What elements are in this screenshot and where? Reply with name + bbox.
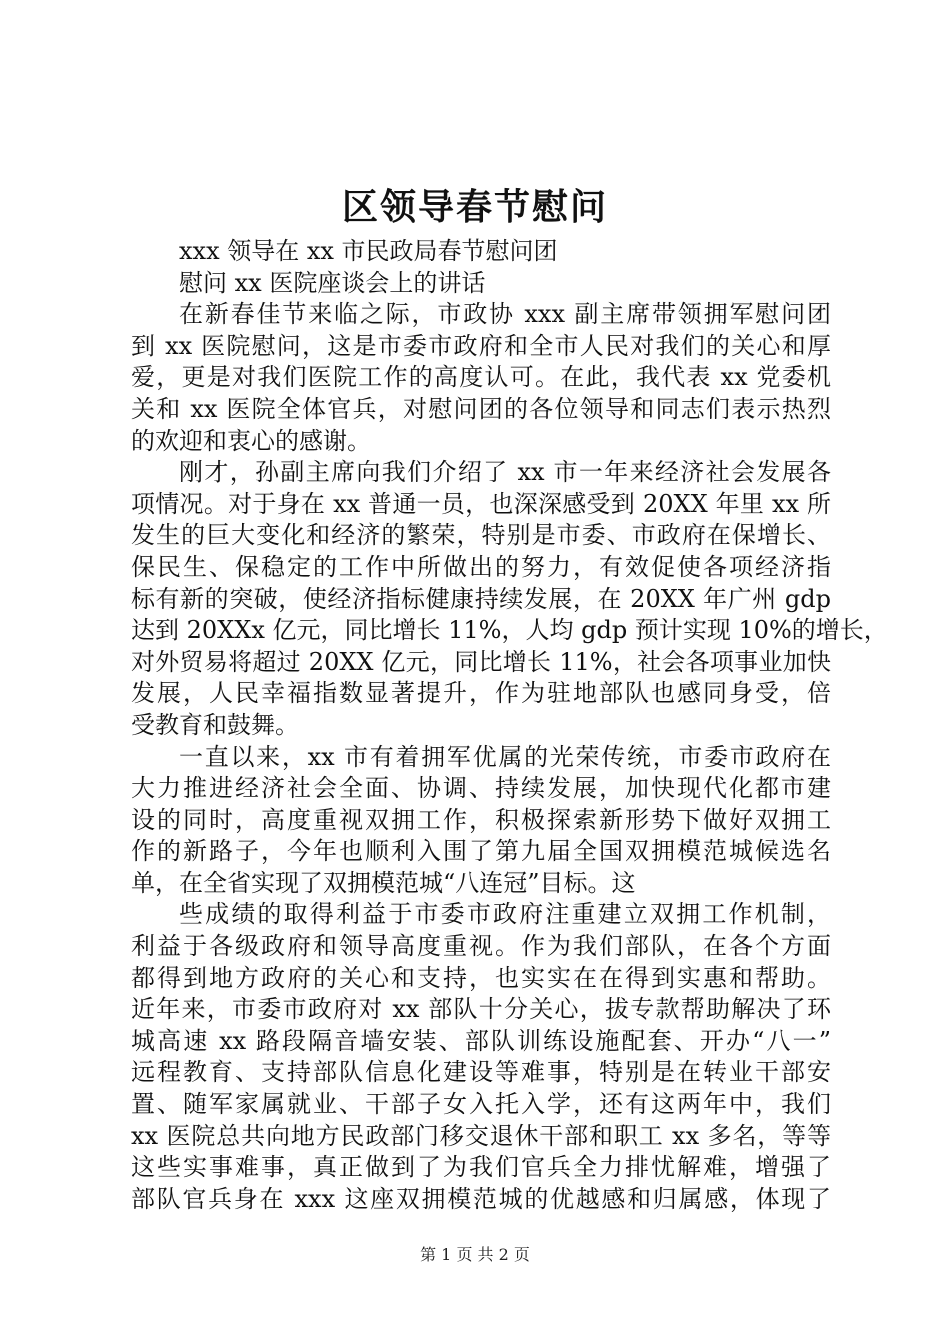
- paragraph-line: 刚才，孙副主席向我们介绍了 xx 市一年来经济社会发展各: [179, 458, 831, 487]
- paragraph-line: 这些实事难事，真正做到了为我们官兵全力排忧解难，增强了: [131, 1153, 831, 1182]
- paragraph-line: 部队官兵身在 xxx 这座双拥模范城的优越感和归属感，体现了: [131, 1184, 831, 1213]
- paragraph-line: 爱，更是对我们医院工作的高度认可。在此，我代表 xx 党委机: [131, 363, 831, 392]
- paragraph-line: 标有新的突破，使经济指标健康持续发展，在 20XX 年广州 gdp: [131, 584, 831, 613]
- paragraph-line: 近年来，市委市政府对 xx 部队十分关心，拔专款帮助解决了环: [131, 995, 831, 1024]
- paragraph-line: 到 xx 医院慰问，这是市委市政府和全市人民对我们的关心和厚: [131, 331, 831, 360]
- paragraph-line: 一直以来，xx 市有着拥军优属的光荣传统，市委市政府在: [179, 742, 831, 771]
- paragraph-line: 远程教育、支持部队信息化建设等难事，特别是在转业干部安: [131, 1058, 831, 1087]
- paragraph-line: 保民生、保稳定的工作中所做出的努力，有效促使各项经济指: [131, 552, 831, 581]
- paragraph-line: 单，在全省实现了双拥模范城“八连冠”目标。这: [131, 868, 636, 897]
- paragraph-line: 关和 xx 医院全体官兵，对慰问团的各位领导和同志们表示热烈: [131, 394, 831, 423]
- paragraph-line: 的欢迎和衷心的感谢。: [131, 426, 371, 455]
- paragraph-line: 发生的巨大变化和经济的繁荣，特别是市委、市政府在保增长、: [131, 521, 831, 550]
- paragraph-line: 大力推进经济社会全面、协调、持续发展，加快现代化都市建: [131, 774, 831, 803]
- paragraph-line: 对外贸易将超过 20XX 亿元，同比增长 11%，社会各项事业加快: [131, 647, 831, 676]
- subtitle-line: 慰问 xx 医院座谈会上的讲话: [179, 268, 486, 297]
- paragraph-line: 设的同时，高度重视双拥工作，积极探索新形势下做好双拥工: [131, 805, 831, 834]
- paragraph-line: 作的新路子，今年也顺利入围了第九届全国双拥模范城候选名: [131, 837, 831, 866]
- paragraph-line: 在新春佳节来临之际，市政协 xxx 副主席带领拥军慰问团: [179, 300, 831, 329]
- paragraph-line: 发展，人民幸福指数显著提升，作为驻地部队也感同身受，倍: [131, 679, 831, 708]
- paragraph-line: 达到 20XXx 亿元，同比增长 11%，人均 gdp 预计实现 10%的增长，: [131, 616, 888, 645]
- paragraph-line: 城高速 xx 路段隔音墙安装、部队训练设施配套、开办“八一”: [131, 1026, 831, 1055]
- paragraph-line: xx 医院总共向地方民政部门移交退休干部和职工 xx 多名，等等: [131, 1121, 831, 1150]
- subtitle-line: xxx 领导在 xx 市民政局春节慰问团: [179, 237, 558, 265]
- paragraph-line: 些成绩的取得利益于市委市政府注重建立双拥工作机制，: [179, 900, 831, 929]
- paragraph-line: 受教育和鼓舞。: [131, 710, 299, 739]
- page-number-footer: 第 1 页 共 2 页: [420, 1245, 530, 1264]
- paragraph-line: 置、随军家属就业、干部子女入托入学，还有这两年中，我们: [131, 1090, 831, 1119]
- paragraph-line: 利益于各级政府和领导高度重视。作为我们部队，在各个方面: [131, 932, 831, 961]
- paragraph-line: 都得到地方政府的关心和支持，也实实在在得到实惠和帮助。: [131, 963, 831, 992]
- document-body: [131, 236, 888, 1215]
- document-title: 区领导春节慰问: [341, 186, 608, 228]
- paragraph-line: 项情况。对于身在 xx 普通一员，也深深感受到 20XX 年里 xx 所: [131, 489, 831, 518]
